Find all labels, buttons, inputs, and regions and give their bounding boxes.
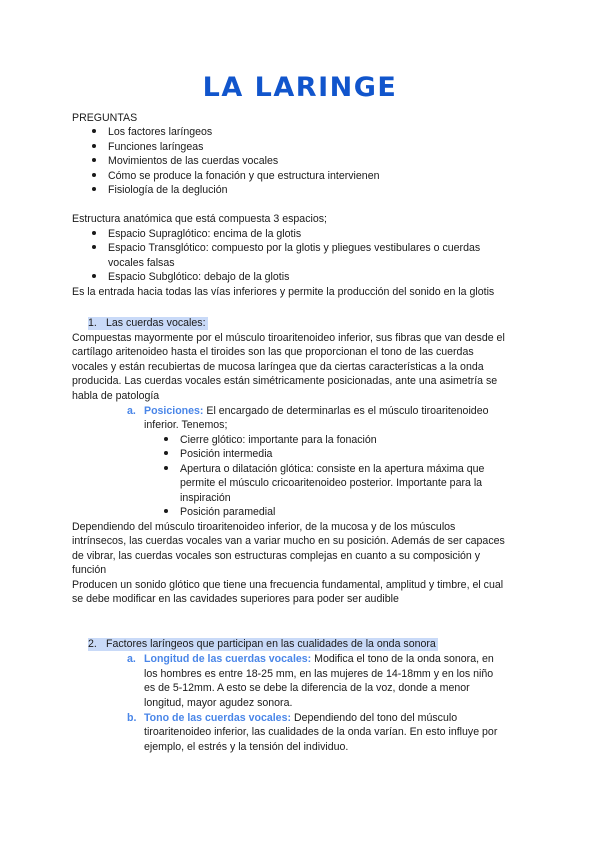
list-item: Fisiología de la deglución bbox=[108, 184, 228, 196]
list-item: Posición paramedial bbox=[180, 506, 276, 518]
subitem-continuation: tiroaritenoideo inferior, las cualidades de la onda varían. En esto influye por bbox=[144, 726, 498, 738]
subitem-label: Posiciones: bbox=[144, 405, 204, 417]
section-1-number: 1. bbox=[88, 317, 97, 329]
list-item-continuation: inspiración bbox=[180, 492, 231, 504]
paragraph-line: Compuestas mayormente por el músculo tiroaritenoideo inferior, sus fibras que van desde el bbox=[72, 332, 505, 344]
paragraph-line: producida. Las cuerdas vocales están simétricamente posicionadas, ante una asimetría se bbox=[72, 375, 498, 387]
subitem-text: Modifica el tono de la onda sonora, en bbox=[311, 653, 494, 665]
list-item: Apertura o dilatación glótica: consiste en la apertura máxima que bbox=[180, 463, 485, 475]
bullet-icon bbox=[92, 231, 96, 235]
subitem-text: El encargado de determinarlas es el músculo tiroaritenoideo bbox=[203, 405, 489, 417]
bullet-icon bbox=[164, 437, 168, 441]
document-title: LA LARINGE bbox=[202, 72, 398, 103]
subitem-continuation: los hombres es entre 18-25 mm, en las mujeres de 14-18mm y en los niño bbox=[144, 668, 494, 680]
bullet-icon bbox=[92, 173, 96, 177]
paragraph-line: de vibrar, las cuerdas vocales son estructuras complejas en cuanto a su composición y bbox=[72, 550, 481, 562]
subitem-label: Longitud de las cuerdas vocales: bbox=[144, 653, 312, 665]
bullet-icon bbox=[92, 187, 96, 191]
paragraph-line: función bbox=[72, 564, 107, 576]
list-item: Movimientos de las cuerdas vocales bbox=[108, 155, 279, 167]
bullet-icon bbox=[92, 274, 96, 278]
paragraph-line: habla de patología bbox=[72, 390, 160, 402]
paragraph-line: vocales y están recubiertas de mucosa laríngea que da ciertas características a la onda bbox=[72, 361, 484, 373]
subitem-continuation: longitud, mayor agudez sonora. bbox=[144, 697, 293, 709]
estructura-outro: Es la entrada hacia todas las vías inferiores y permite la producción del sonido en la glotis bbox=[72, 286, 495, 298]
section-1-heading bbox=[88, 316, 208, 331]
subitem-tono bbox=[127, 711, 457, 726]
paragraph-line: Producen un sonido glótico que tiene una frecuencia fundamental, amplitud y timbre, el cual bbox=[72, 579, 504, 591]
bullet-icon bbox=[164, 466, 168, 470]
paragraph-line: se debe modificar en las cavidades superiores para poder ser audible bbox=[72, 593, 399, 605]
subitem-letter: a. bbox=[127, 653, 136, 665]
list-item: Espacio Subglótico: debajo de la glotis bbox=[108, 271, 290, 283]
subitem-continuation: inferior. Tenemos; bbox=[144, 419, 228, 431]
list-item: Espacio Supraglótico: encima de la glotis bbox=[108, 228, 302, 240]
estructura-intro: Estructura anatómica que está compuesta 3 espacios; bbox=[72, 213, 327, 225]
list-item-continuation: vocales falsas bbox=[108, 257, 175, 269]
bullet-icon bbox=[92, 144, 96, 148]
list-item: Espacio Transglótico: compuesto por la glotis y pliegues vestibulares o cuerdas bbox=[108, 242, 481, 254]
preguntas-heading: PREGUNTAS bbox=[72, 112, 138, 124]
paragraph-line: cartílago aritenoideo hasta el tiroides son las que proporcionan el tono de las cuerdas bbox=[72, 346, 474, 358]
section-1-title: Las cuerdas vocales: bbox=[106, 317, 206, 329]
paragraph-line: Dependiendo del músculo tiroaritenoideo inferior, de la mucosa y de los músculos bbox=[72, 521, 456, 533]
list-item: Funciones laríngeas bbox=[108, 141, 204, 153]
bullet-icon bbox=[92, 158, 96, 162]
subitem-label: Tono de las cuerdas vocales: bbox=[144, 712, 291, 724]
list-item: Los factores laríngeos bbox=[108, 126, 213, 138]
subitem-posiciones bbox=[127, 404, 488, 419]
subitem-letter: b. bbox=[127, 712, 137, 724]
list-item: Cierre glótico: importante para la fonación bbox=[180, 434, 377, 446]
section-2-heading bbox=[88, 637, 438, 652]
bullet-icon bbox=[92, 245, 96, 249]
list-item-continuation: permite el músculo cricoaritenoideo posterior. Importante para la bbox=[180, 477, 483, 489]
section-2-title: Factores laríngeos que participan en las cualidades de la onda sonora bbox=[106, 638, 436, 650]
bullet-icon bbox=[164, 509, 168, 513]
list-item: Posición intermedia bbox=[180, 448, 273, 460]
list-item: Cómo se produce la fonación y que estructura intervienen bbox=[108, 170, 380, 182]
subitem-letter: a. bbox=[127, 405, 136, 417]
bullet-icon bbox=[92, 129, 96, 133]
bullet-icon bbox=[164, 451, 168, 455]
section-2-number: 2. bbox=[88, 638, 97, 650]
subitem-longitud bbox=[127, 652, 494, 667]
subitem-text: Dependiendo del tono del músculo bbox=[291, 712, 458, 724]
paragraph-line: intrínsecos, las cuerdas vocales van a variar mucho en su posición. Además de ser capaces bbox=[72, 535, 505, 547]
subitem-continuation: ejemplo, el estrés y la tensión del individuo. bbox=[144, 741, 349, 753]
subitem-continuation: es de 5-12mm. A esto se debe la diferencia de la voz, donde a menor bbox=[144, 682, 470, 694]
